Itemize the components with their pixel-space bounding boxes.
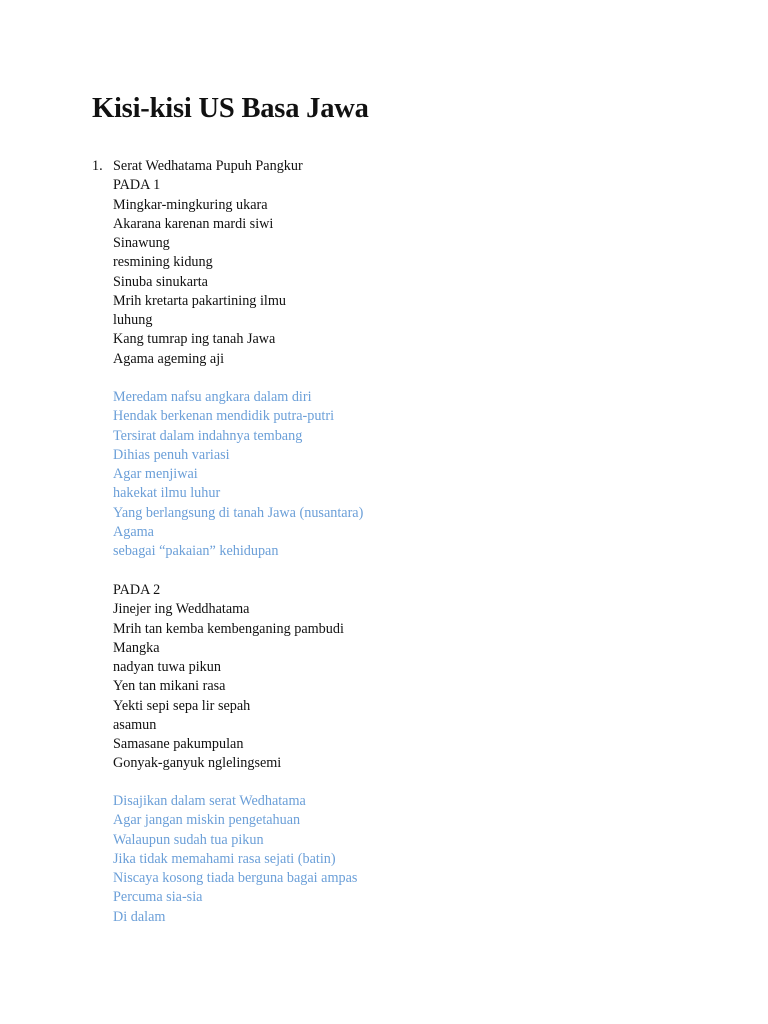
verse-line: Yekti sepi sepa lir sepah bbox=[113, 697, 251, 714]
translation-line: Disajikan dalam serat Wedhatama bbox=[113, 793, 306, 809]
translation-line: Jika tidak memahami rasa sejati (batin) bbox=[113, 850, 336, 867]
verse-line: nadyan tuwa pikun bbox=[113, 659, 221, 675]
verse-line: Agama ageming aji bbox=[113, 350, 225, 367]
translation-line: Yang berlangsung di tanah Jawa (nusantara) bbox=[113, 504, 364, 521]
translation-line: Agar jangan miskin pengetahuan bbox=[113, 812, 301, 829]
page-title: Kisi-kisi US Basa Jawa bbox=[92, 93, 369, 124]
translation-pada-2 bbox=[113, 792, 357, 927]
translation-line: Percuma sia-sia bbox=[113, 889, 203, 906]
verse-line: Akarana karenan mardi siwi bbox=[113, 215, 274, 232]
verse-line: Sinawung bbox=[113, 235, 170, 251]
translation-line: Hendak berkenan mendidik putra-putri bbox=[113, 408, 335, 425]
verse-line: luhung bbox=[113, 312, 153, 328]
verse-line: Mingkar-mingkuring ukara bbox=[113, 196, 268, 213]
verse-line: Yen tan mikani rasa bbox=[113, 678, 226, 695]
translation-line: Tersirat dalam indahnya tembang bbox=[113, 427, 303, 444]
verse-line: Mrih tan kemba kembenganing pambudi bbox=[113, 620, 344, 637]
javanese-verse-pada-1 bbox=[113, 157, 303, 369]
verse-line: asamun bbox=[113, 716, 157, 733]
verse-line: Sinuba sinukarta bbox=[113, 273, 208, 290]
list-number: 1. bbox=[92, 158, 103, 174]
verse-line: Mrih kretarta pakartining ilmu bbox=[113, 292, 286, 309]
verse-line: Kang tumrap ing tanah Jawa bbox=[113, 331, 276, 348]
verse-line: Serat Wedhatama Pupuh Pangkur bbox=[113, 158, 303, 174]
translation-line: Agar menjiwai bbox=[113, 466, 198, 482]
translation-line: hakekat ilmu luhur bbox=[113, 485, 221, 502]
verse-line: Samasane pakumpulan bbox=[113, 736, 244, 752]
translation-line: Di dalam bbox=[113, 908, 166, 925]
translation-line: Agama bbox=[113, 523, 154, 540]
translation-line: sebagai “pakaian” kehidupan bbox=[113, 543, 279, 559]
javanese-verse-pada-2 bbox=[113, 581, 344, 774]
verse-line: Jinejer ing Weddhatama bbox=[113, 601, 250, 618]
verse-line: Gonyak-ganyuk nglelingsemi bbox=[113, 755, 282, 772]
translation-pada-1 bbox=[113, 388, 363, 561]
translation-line: Dihias penuh variasi bbox=[113, 446, 230, 463]
verse-line: PADA 2 bbox=[113, 582, 161, 598]
translation-line: Niscaya kosong tiada berguna bagai ampas bbox=[113, 870, 358, 886]
verse-line: Mangka bbox=[113, 639, 160, 656]
verse-line: PADA 1 bbox=[113, 177, 161, 194]
verse-line: resmining kidung bbox=[113, 254, 213, 271]
translation-line: Walaupun sudah tua pikun bbox=[113, 831, 264, 848]
translation-line: Meredam nafsu angkara dalam diri bbox=[113, 389, 312, 405]
